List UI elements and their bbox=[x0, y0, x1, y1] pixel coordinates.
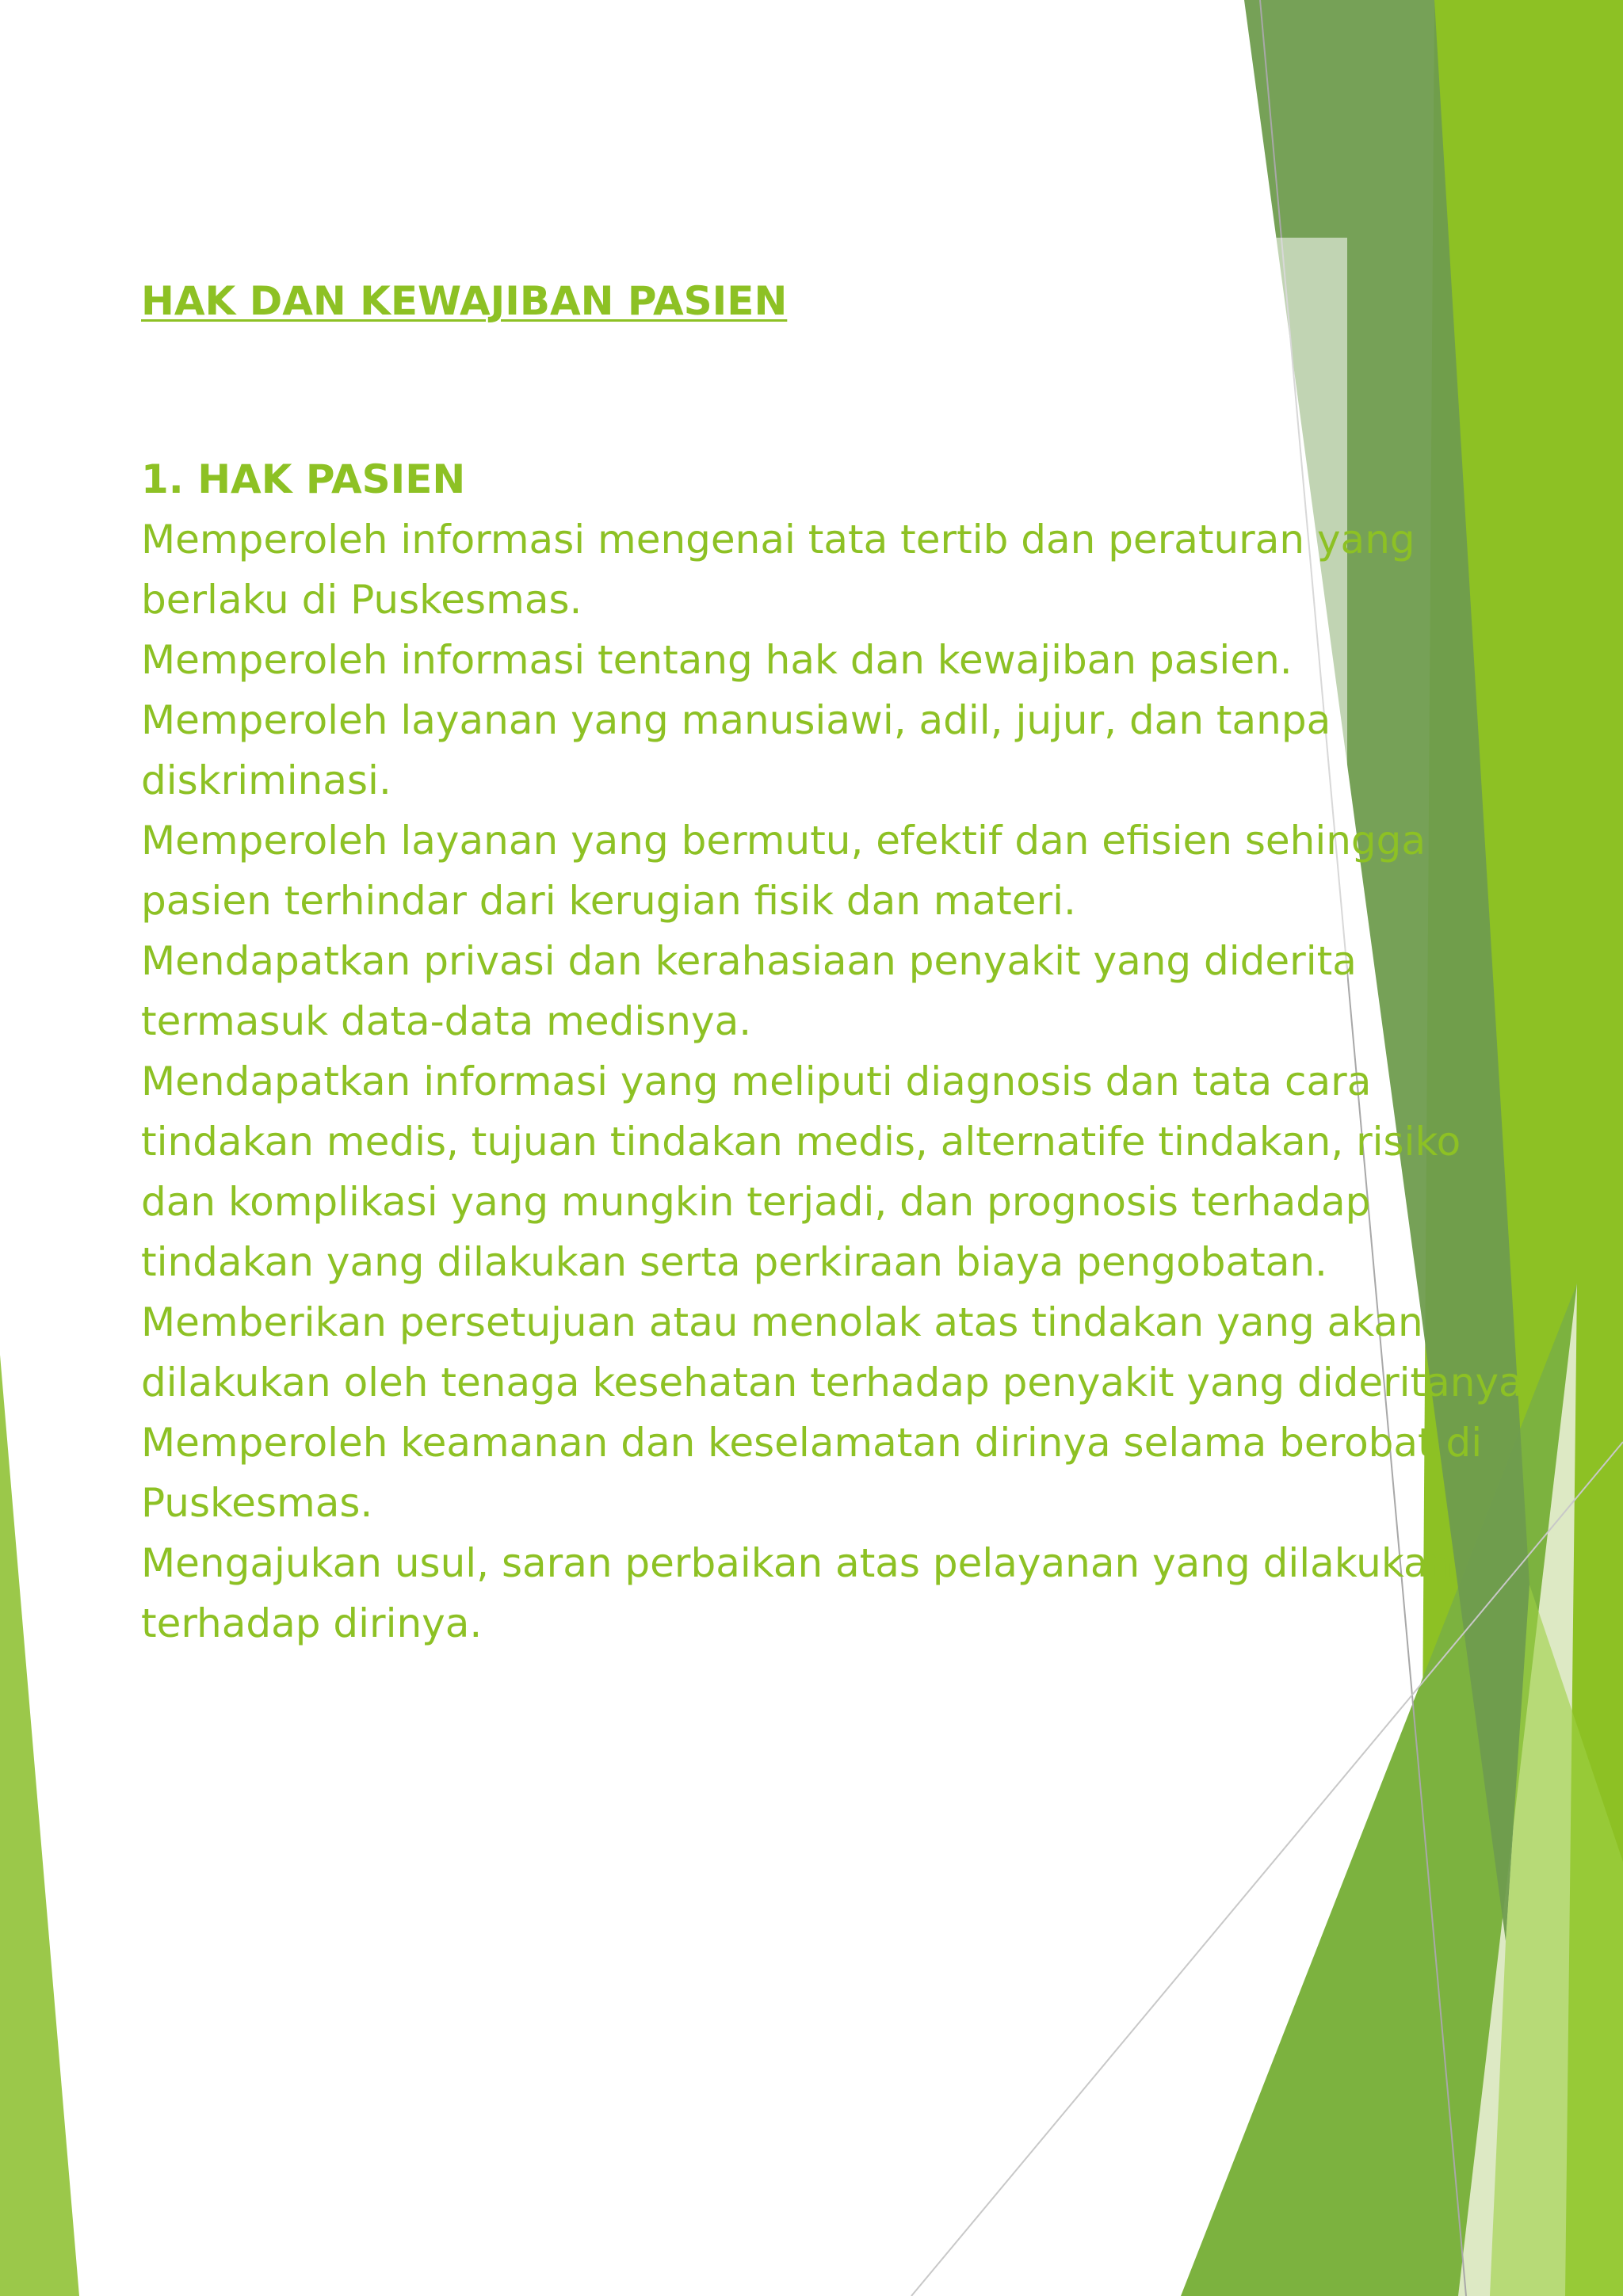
list-item: Mendapatkan privasi dan kerahasiaan penyakit yang diderita termasuk data-data medisnya. bbox=[141, 938, 1357, 1044]
left-accent-shape bbox=[0, 1355, 79, 2296]
list-item: Memperoleh keamanan dan keselamatan dirinya selama berobat di Puskesmas. bbox=[141, 1420, 1483, 1526]
rights-list bbox=[141, 509, 1536, 1653]
list-item: Mengajukan usul, saran perbaikan atas pelayanan yang dilakukan terhadap dirinya. bbox=[141, 1540, 1453, 1646]
list-item: Memperoleh informasi tentang hak dan kewajiban pasien. bbox=[141, 637, 1293, 683]
section-heading-hak-pasien: 1. HAK PASIEN bbox=[141, 456, 466, 502]
document-title: HAK DAN KEWAJIBAN PASIEN bbox=[141, 278, 788, 324]
document-body bbox=[141, 269, 1536, 1653]
list-item: Memperoleh informasi mengenai tata tertib dan peraturan yang berlaku di Puskesmas. bbox=[141, 517, 1415, 623]
list-item: Mendapatkan informasi yang meliputi diagnosis dan tata cara tindakan medis, tujuan tindakan medis, alternatife tindakan, risiko dan komplikasi yang mungkin terjadi, dan prognosis terhadap tindakan yang dilakukan serta perkiraan biaya pengobatan. bbox=[141, 1058, 1461, 1285]
list-item: Memperoleh layanan yang manusiawi, adil, jujur, dan tanpa diskriminasi. bbox=[141, 697, 1331, 803]
list-item: Memberikan persetujuan atau menolak atas tindakan yang akan dilakukan oleh tenaga kesehatan terhadap penyakit yang dideritanya. bbox=[141, 1299, 1536, 1405]
list-item: Memperoleh layanan yang bermutu, efektif dan efisien sehingga pasien terhindar dari kerugian fisik dan materi. bbox=[141, 818, 1426, 924]
